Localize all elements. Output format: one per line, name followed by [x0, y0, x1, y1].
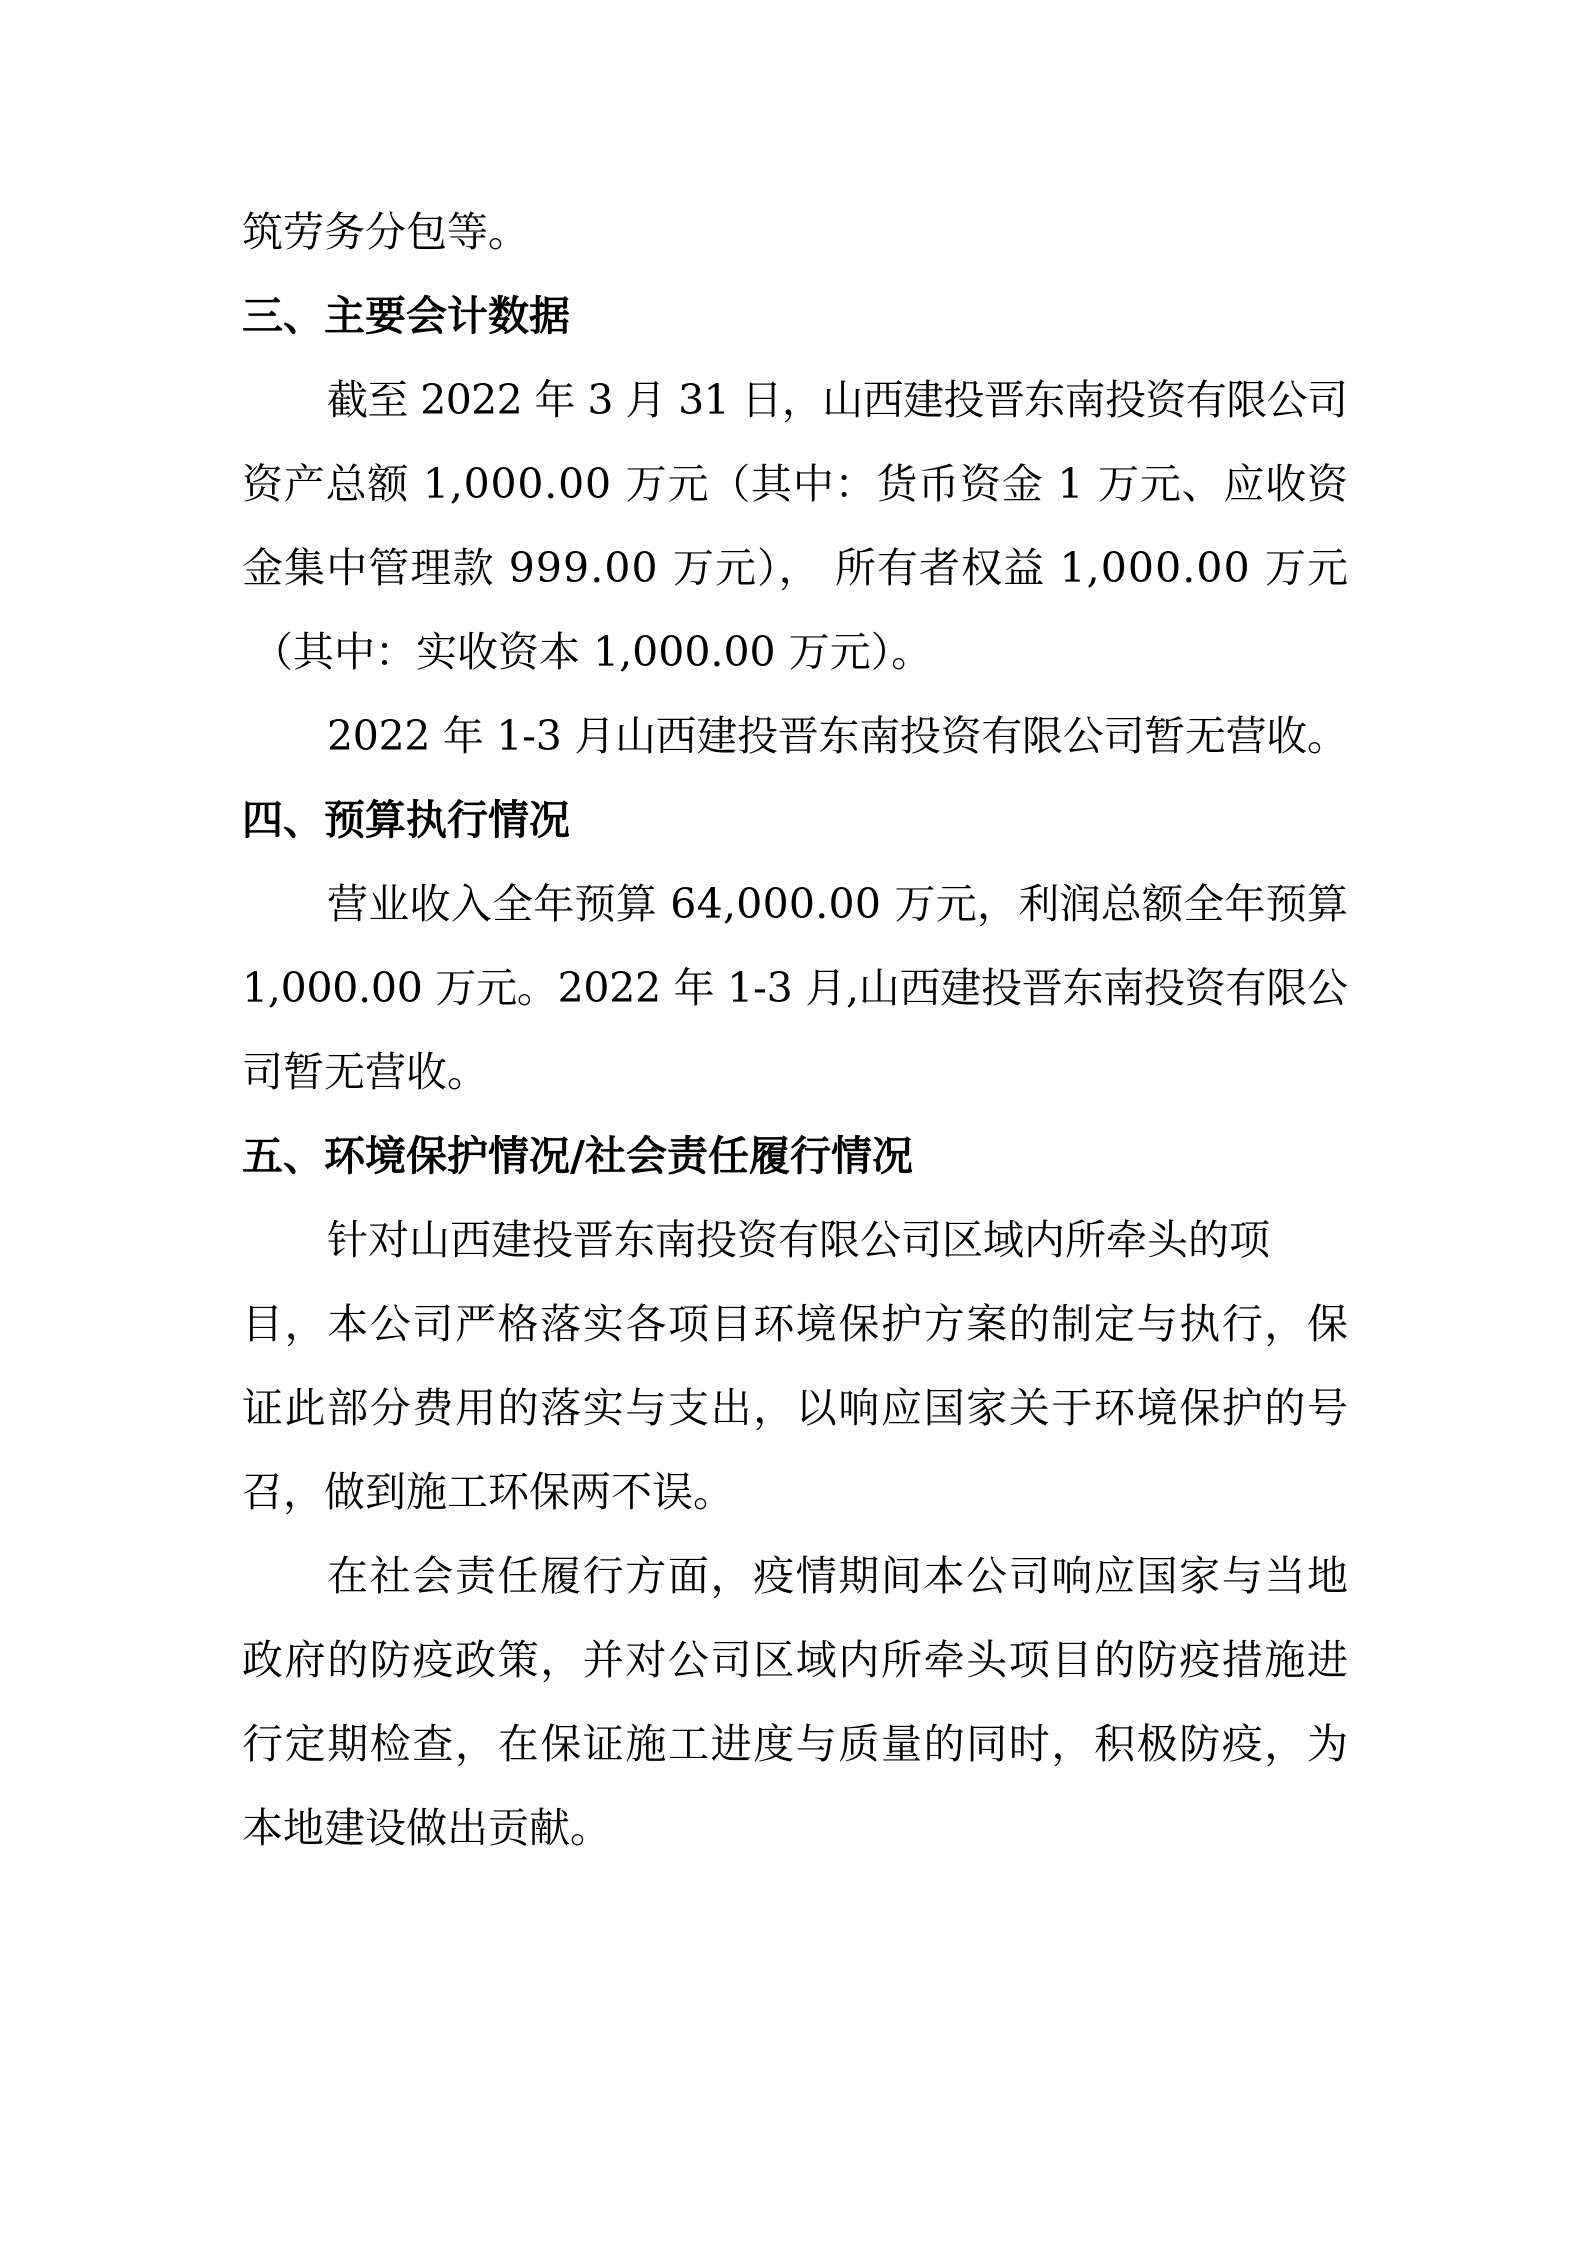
paragraph-line: 司暂无营收。 [242, 1048, 488, 1096]
paragraph-line: 截至 2022 年 3 月 31 日，山西建投晋东南投资有限公司 [327, 376, 1348, 424]
paragraph-line: 召，做到施工环保两不误。 [242, 1468, 734, 1516]
section-heading-accounting-data: 三、主要会计数据 [242, 292, 570, 340]
paragraph-line: 目，本公司严格落实各项目环境保护方案的制定与执行，保 [242, 1300, 1350, 1348]
paragraph-line: 1,000.00 万元。2022 年 1-3 月,山西建投晋东南投资有限公 [242, 964, 1348, 1012]
paragraph-line: 本地建设做出贡献。 [242, 1804, 611, 1852]
paragraph-line: 针对山西建投晋东南投资有限公司区域内所牵头的项 [327, 1216, 1270, 1264]
section-heading-budget-execution: 四、预算执行情况 [242, 796, 570, 844]
paragraph-line: 营业收入全年预算 64,000.00 万元，利润总额全年预算 [327, 880, 1349, 928]
paragraph-line: 政府的防疫政策，并对公司区域内所牵头项目的防疫措施进 [242, 1636, 1350, 1684]
paragraph-line: 在社会责任履行方面，疫情期间本公司响应国家与当地 [327, 1552, 1350, 1600]
paragraph-line: 证此部分费用的落实与支出，以响应国家关于环境保护的号 [242, 1384, 1350, 1432]
paragraph-line: （其中：实收资本 1,000.00 万元）。 [252, 628, 933, 676]
section-heading-environment-social: 五、环境保护情况/社会责任履行情况 [242, 1132, 913, 1180]
paragraph-line: 资产总额 1,000.00 万元（其中：货币资金 1 万元、应收资 [242, 460, 1349, 508]
paragraph-line: 2022 年 1-3 月山西建投晋东南投资有限公司暂无营收。 [327, 712, 1348, 760]
paragraph-line: 金集中管理款 999.00 万元）， 所有者权益 1,000.00 万元 [242, 544, 1350, 592]
paragraph-line: 行定期检查，在保证施工进度与质量的同时，积极防疫，为 [242, 1720, 1350, 1768]
continued-text-line: 筑劳务分包等。 [242, 208, 529, 256]
